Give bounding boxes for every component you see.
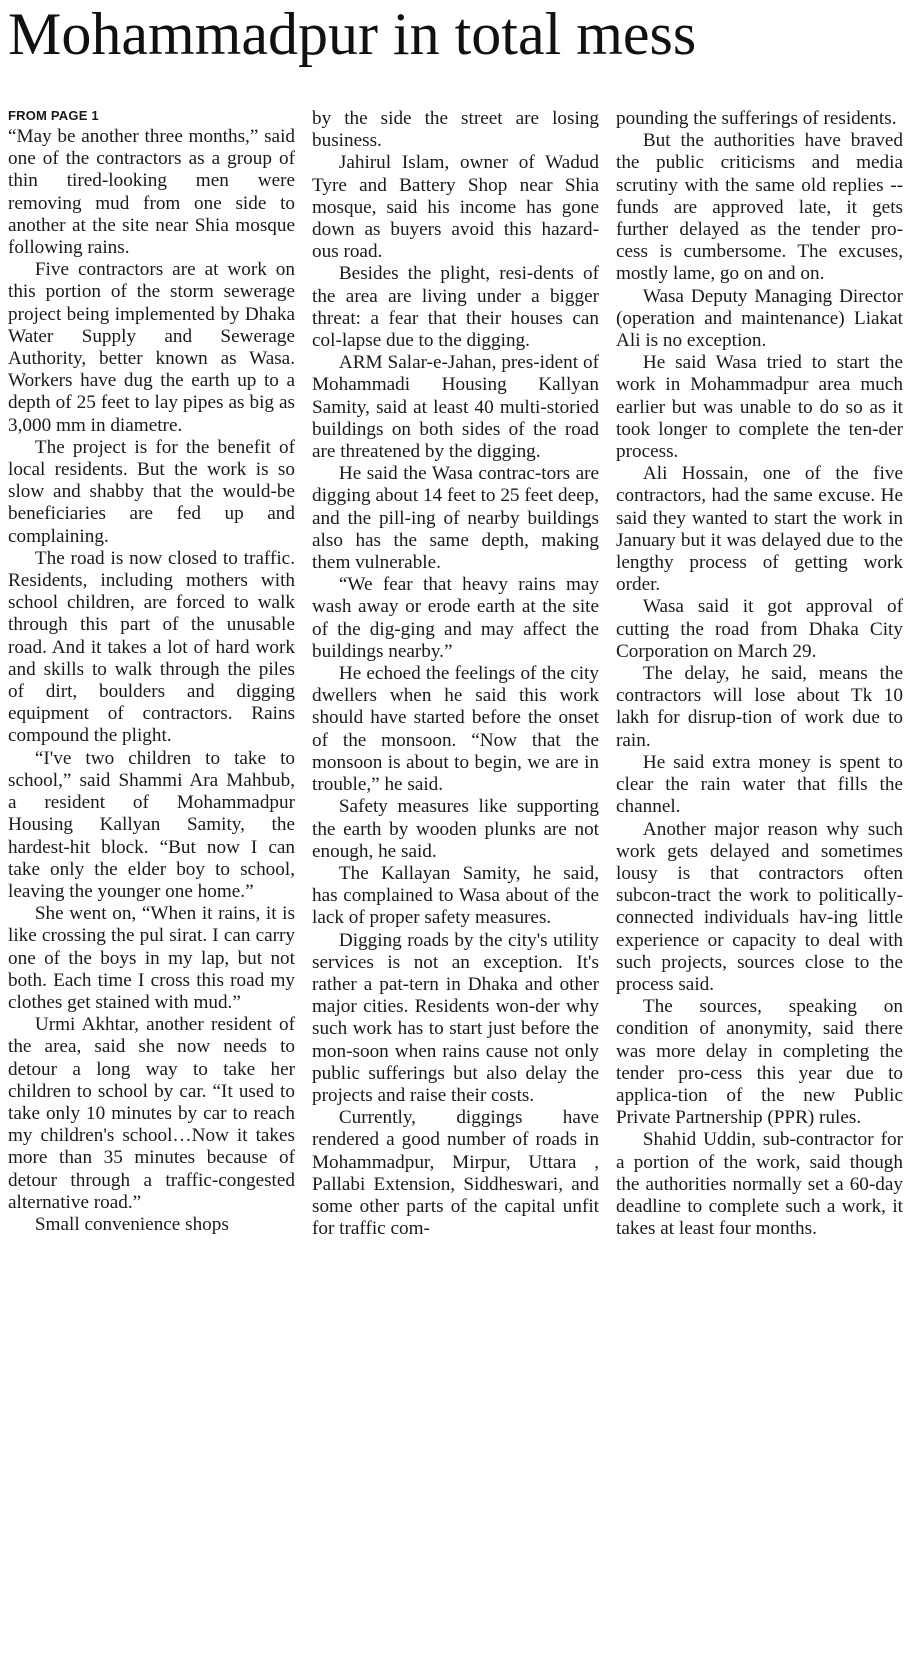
- paragraph: Currently, diggings have rendered a good number of roads in Mohammadpur, Mirpur, Uttara , Pallabi Extension, Siddheswari, and some other parts of the capital unfit for traffic com-: [312, 1107, 599, 1240]
- paragraph: “I've two children to take to school,” said Shammi Ara Mahbub, a resident of Mohammadpur Housing Kallyan Samity, the hardest-hit block. “But now I can take only the elder boy to school, leaving the younger one home.”: [8, 747, 295, 902]
- article-body: [8, 108, 903, 1240]
- paragraph: The sources, speaking on condition of anonymity, said there was more delay in completing the tender pro-cess this year due to applica-tion of the new Public Private Partnership (PPR) rules.: [616, 996, 903, 1129]
- paragraph: Jahirul Islam, owner of Wadud Tyre and Battery Shop near Shia mosque, said his income has gone down as buyers avoid this hazard-ous road.: [312, 152, 599, 263]
- paragraph: Five contractors are at work on this portion of the storm sewerage project being implemented by Dhaka Water Supply and Sewerage Authority, better known as Wasa. Workers have dug the earth up to a depth of 25 feet to lay pipes as big as 3,000 mm in diametre.: [8, 259, 295, 436]
- paragraph: Shahid Uddin, sub-contractor for a portion of the work, said though the authorities normally set a 60-day deadline to complete such a work, it takes at least four months.: [616, 1129, 903, 1240]
- paragraph: Besides the plight, resi-dents of the area are living under a bigger threat: a fear that their houses can col-lapse due to the digging.: [312, 263, 599, 352]
- paragraph: He echoed the feelings of the city dwellers when he said this work should have started before the onset of the monsoon. “Now that the monsoon is about to begin, we are in trouble,” he said.: [312, 663, 599, 796]
- paragraph: Ali Hossain, one of the five contractors, had the same excuse. He said they wanted to start the work in January but it was delayed due to the lengthy process of getting work order.: [616, 463, 903, 596]
- paragraph: Small convenience shops: [34, 1213, 229, 1235]
- paragraph: Urmi Akhtar, another resident of the area, said she now needs to detour a long way to take her children to school by car. “It used to take only 10 minutes by car to reach my children's school…Now it takes more than 35 minutes because of detour through a traffic-congested alternative road.”: [8, 1014, 295, 1213]
- paragraph: He said the Wasa contrac-tors are digging about 14 feet to 25 feet deep, and the pill-ing of nearby buildings also has the same depth, making them vulnerable.: [312, 463, 599, 574]
- headline: Mohammadpur in total mess: [8, 1, 697, 67]
- article-column-1: [8, 108, 295, 1240]
- paragraph: Another major reason why such work gets delayed and sometimes lousy is that contractors often subcon-tract the work to politically-connected individuals hav-ing little experience or capacity to deal with such projects, sources close to the process said.: [616, 818, 903, 995]
- paragraph: “May be another three months,” said one of the contractors as a group of thin tired-looking men were removing mud from one side to another at the site near Shia mosque following rains.: [8, 126, 295, 259]
- paragraph: The delay, he said, means the contractors will lose about Tk 10 lakh for disrup-tion of work due to rain.: [616, 663, 903, 751]
- paragraph: He said Wasa tried to start the work in Mohammadpur area much earlier but was unable to do so as it took longer to complete the ten-der process.: [616, 352, 903, 463]
- paragraph: “We fear that heavy rains may wash away or erode earth at the site of the dig-ging and may affect the buildings nearby.”: [312, 574, 599, 662]
- paragraph: Wasa said it got approval of cutting the road from Dhaka City Corporation on March 29.: [616, 596, 903, 662]
- paragraph: But the authorities have braved the public criticisms and media scrutiny with the same old replies -- funds are approved late, it gets further delayed as the tender pro-cess is cumbersome. The excuses, mostly lame, go on and on.: [616, 130, 903, 285]
- continuation-kicker: FROM PAGE 1: [8, 108, 99, 123]
- paragraph: Digging roads by the city's utility services is not an exception. It's rather a pat-tern in Dhaka and other major cities. Residents won-der why such work has to start just before the mon-soon when rains cause not only public sufferings but also delay the projects and raise their costs.: [312, 929, 599, 1106]
- paragraph: by the side the street are losing business.: [312, 108, 599, 152]
- paragraph: Safety measures like supporting the earth by wooden plunks are not enough, he said.: [312, 796, 599, 862]
- paragraph: The project is for the benefit of local residents. But the work is so slow and shabby that the would-be beneficiaries are fed up and complaining.: [8, 436, 295, 547]
- paragraph: Wasa Deputy Managing Director (operation and maintenance) Liakat Ali is no exception.: [616, 285, 903, 352]
- article-column-2: [312, 108, 599, 1240]
- paragraph: ARM Salar-e-Jahan, pres-ident of Mohammadi Housing Kallyan Samity, said at least 40 multi-storied buildings on both sides of the road are threatened by the digging.: [312, 352, 599, 463]
- paragraph: The road is now closed to traffic. Residents, including mothers with school children, are forced to walk through this part of the unusable road. And it takes a lot of hard work and skills to walk through the piles of dirt, boulders and digging equipment of contractors. Rains compound the plight.: [8, 547, 295, 747]
- article-column-3: [616, 108, 903, 1240]
- paragraph: He said extra money is spent to clear the rain water that fills the channel.: [616, 751, 903, 818]
- paragraph: pounding the sufferings of residents.: [616, 108, 897, 129]
- paragraph: She went on, “When it rains, it is like crossing the pul sirat. I can carry one of the boys in my lap, but not both. Each time I cross this road my clothes get stained with mud.”: [8, 903, 295, 1013]
- paragraph: The Kallayan Samity, he said, has complained to Wasa about of the lack of proper safety measures.: [312, 862, 599, 929]
